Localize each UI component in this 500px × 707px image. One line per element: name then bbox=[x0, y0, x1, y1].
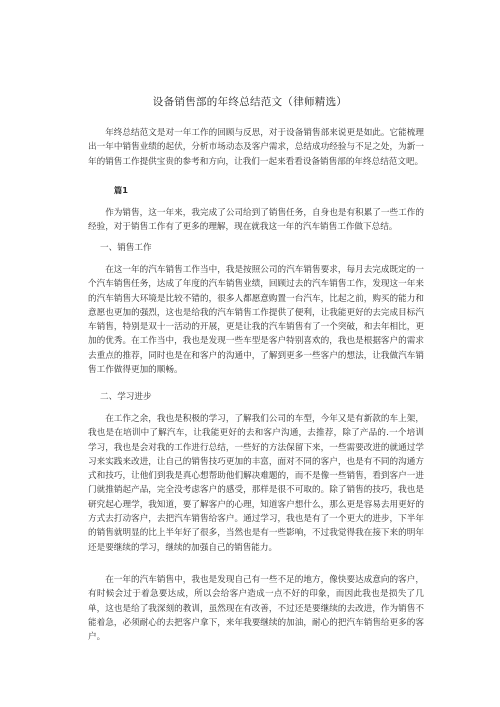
part-label: 篇1 bbox=[114, 185, 128, 195]
paragraph-sales-work: 在这一年的汽车销售工作当中，我是按照公司的汽车销售要求，每月去完成既定的一个汽车销售任务，达成了年度的汽车销售业绩，回顾过去的汽车销售工作，发现这一年来的汽车销售大环境是比较不错的，很多人都愿意购置一台汽车，比起之前，购买的能力和意愿也更加的强烈，这也是给我的汽车销售工作提供了便利，让我能更好的去完成目标汽车销售，特别是双十一活动的开展，更是让我的汽车销售有了一个突破，和去年相比，更加的优秀。在工作当中，我也是发现一些车型是客户特别喜欢的，我也是根据客户的需求去重点的推荐，同时也是在和客户的沟通中，了解到更多一些客户的想法，让我做汽车销售工作做得更加的顺畅。 bbox=[88, 265, 424, 376]
paragraph-shortcomings: 在一年的汽车销售中，我也是发现自己有一些不足的地方，像快要达成意向的客户，有时候会过于着急要达成，所以会给客户造成一点不好的印象，而因此我也是损失了几单，这也是给了我深刻的教训，虽然现在有改善，不过还是要继续的去改进，作为销售不能着急，必须耐心的去把客户拿下，来年我要继续的加油，耐心的把汽车销售给更多的客户。 bbox=[88, 575, 424, 643]
paragraph-1: 作为销售，这一年来，我完成了公司给到了销售任务，自身也是有积累了一些工作的经验，对于销售工作有了更多的理解，现在就我这一年的汽车销售工作做下总结。 bbox=[88, 208, 424, 233]
document-title: 设备销售部的年终总结范文（律师精选） bbox=[152, 96, 348, 108]
intro-paragraph: 年终总结范文是对一年工作的回顾与反思，对于设备销售部来说更是如此。它能梳理出一年中销售业绩的起伏，分析市场动态及客户需求，总结成功经验与不足之处，为新一年的销售工作提供宝贵的参考和方向，让我们一起来看看设备销售部的年终总结范文吧。 bbox=[88, 128, 424, 167]
paragraph-learning: 在工作之余，我也是积极的学习，了解我们公司的车型，今年又是有新款的车上架，我也是在培训中了解汽车，让我能更好的去和客户沟通，去推荐，除了产品的.一个培训学习，我也是会对我的工作进行总结，一些好的方法保留下来，一些需要改进的就通过学习来实践来改进，让自己的销售技巧更加的丰富，面对不同的客户，也是有不同的沟通方式和技巧，让他们到我是真心想帮助他们解决难题的，而不是像一些销售，看到客户一进门就推销起产品，完全没考虑客户的感受，那样是很不可取的。除了销售的技巧，我也是研究起心理学，我知道，要了解客户的心理，知道客户想什么，那么更是容易去用更好的方式去打动客户，去把汽车销售给客户。通过学习，我也是有了一个更大的进步，下半年的销售就明显的比上半年好了很多，当然也是有一些影响，不过我觉得我在接下来的明年还是要继续的学习，继续的加强自己的销售能力。 bbox=[88, 414, 424, 553]
section-heading-learning: 二、学习进步 bbox=[100, 392, 152, 402]
section-heading-sales: 一、销售工作 bbox=[100, 243, 152, 253]
